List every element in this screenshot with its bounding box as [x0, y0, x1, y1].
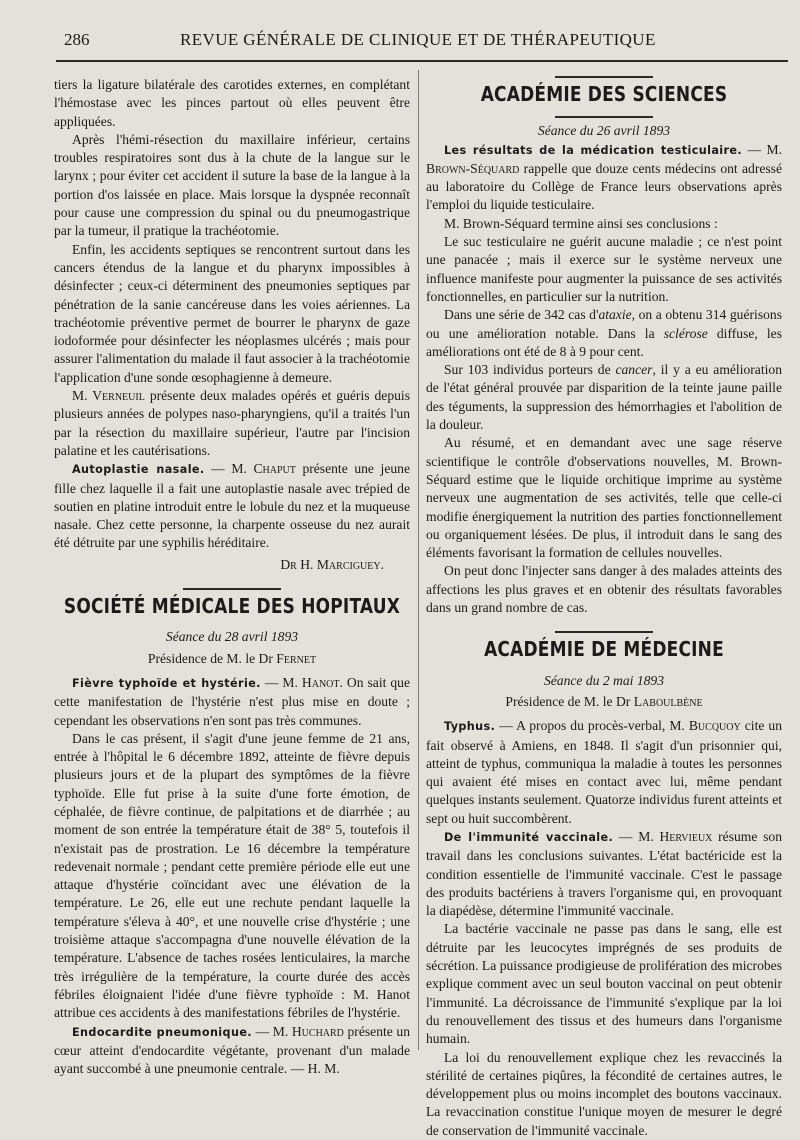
column-divider	[418, 70, 419, 1050]
author-name: Hanot.	[301, 674, 343, 690]
paragraph-text: diffuse, les améliorations ont été de 8 à 9 pour cent.	[426, 325, 782, 359]
dash: — M.	[613, 828, 660, 844]
president-name: Laboulbène	[633, 693, 703, 709]
dash: — M.	[260, 674, 302, 690]
presidence	[426, 693, 782, 711]
paragraph-text: Dans une série de 342 cas d'	[444, 307, 599, 323]
section-rule	[555, 631, 653, 633]
paragraph-text: cite un fait observé à Amiens, en 1848. Il s'agit d'un prisonnier qui, atteint de typhus, communiqua la maladie à toutes les personnes qui avaient été mises en contact avec lui, même pendant quelques instants seulement. Quatorze individus furent atteints et sept ou huit succombèrent.	[426, 718, 783, 826]
paragraph	[426, 141, 782, 215]
paragraph-text: présente un cœur atteint d'endocardite végétante, provenant d'un malade ayant succombé à une pneumonie centrale. — H. M.	[54, 1023, 410, 1077]
signature: Dr H. Marciguey.	[280, 556, 384, 572]
paragraph-text: , on a obtenu 314 guérisons ou une amélioration notable. Dans la	[426, 307, 782, 341]
paragraph	[54, 674, 410, 730]
paragraph-text: présente deux malades opérés et guéris depuis plusieurs années de polypes naso-pharyngiens, qu'il a traités l'un par la résection du maxillaire supérieur, l'autre par l'incision palatine et les cautérisations.	[54, 388, 410, 458]
run-in-heading: De l'immunité vaccinale.	[444, 830, 614, 844]
presidence-label: Présidence de M. le Dr	[505, 693, 634, 709]
author-name: Huchard	[291, 1023, 344, 1039]
dash: — M.	[204, 461, 254, 477]
section-title: ACADÉMIE DE MÉDECINE	[484, 638, 724, 663]
run-in-heading: Les résultats de la médication testiculaire.	[444, 143, 743, 157]
dash: — A propos du procès-verbal, M.	[495, 718, 689, 734]
author-name: Brown-Séquard	[426, 160, 520, 176]
paragraph: Dans le cas présent, il s'agit d'une jeune femme de 21 ans, entrée à l'hôpital le 6 décembre 1892, atteinte de fièvre depuis plusieurs jours et de la plupart des symptômes de la fièvre typhoïde. Elle fut prise à la suite d'une forte émotion, de céphalée, de fièvre continue, de palpitations et de diarrhée ; au moment de son entrée la température était de 38° 5, toutefois il n'existait pas de prostration. Le 16 décembre la température redevenait normale ; pendant cette première période elle eut une attaque d'hystérie coïncidant avec une élévation de la température. Le 26, elle eut une rechute pendant laquelle la température s'éleva à 40°, et une nouvelle crise d'hystérie ; une troisième attaque s'accompagna d'une nouvelle élévation de la température. L'absence de taches rosées lenticulaires, la marche très irrégulière de la température, la courte durée des accès fébriles éloignaient l'idée d'une fièvre typhoïde : M. Hanot attribue ces accidents à des manifestations fébriles de l'hystérie.	[54, 730, 410, 1021]
page-number: 286	[64, 30, 90, 49]
paragraph	[54, 460, 410, 552]
run-in-heading: Endocardite pneumonique.	[72, 1025, 252, 1039]
paragraph: Enfin, les accidents septiques se rencontrent surtout dans les cancers étendus de la langue et du pharynx impossibles à désinfecter ; ceux-ci déterminent des pneumonies septiques par pénétration de la sanie cancéreuse dans les voies aériennes. La trachéotomie préventive permet de bourrer le pharynx de gaze iodoformée pour désinfecter les néoplasmes ulcérés ; mais pour assurer l'alimentation du malade il faut associer à la trachéotomie l'application d'une sonde œsophagienne à demeure.	[54, 241, 410, 385]
paragraph	[426, 717, 782, 828]
presidence	[54, 650, 410, 668]
section-title: ACADÉMIE DES SCIENCES	[480, 82, 728, 108]
section-rule	[555, 116, 653, 118]
author-name: Chaput	[253, 461, 296, 477]
paragraph: La bactérie vaccinale ne passe pas dans le sang, elle est détruite par les leucocytes imprégnés de ses produits de sécrétion. La puissance prodigieuse de prolifération des microbes explique comment avec un seul bouton vaccinal on peut obtenir l'immunité. La décroissance de l'immunité s'explique par la loi du renouvellement des tissus et des humeurs dans l'organisme humain.	[426, 921, 782, 1047]
paragraph: Le suc testiculaire ne guérit aucune maladie ; ce n'est point une panacée ; mais il exerce sur le système nerveux une influence manifeste pour augmenter la puissance de ses activités fonctionnelles, en particulier sur la nutrition.	[426, 234, 782, 304]
paragraph-text: présente une jeune fille chez laquelle il a fait une autoplastie nasale avec trépied de soutien en platine introduit entre le lobule du nez et la muqueuse nasale. Chez cette personne, la charpente osseuse du nez aurait été détruite par une syphilis héréditaire.	[54, 461, 410, 551]
paragraph-text: On sait que cette manifestation de l'hystérie n'est plus mise en doute ; cependant les observations n'en sont pas très communes.	[54, 674, 410, 728]
paragraph: tiers la ligature bilatérale des carotides externes, en complétant l'hémostase avec les pinces partout où elles peuvent être appliquées.	[54, 77, 410, 129]
header-rule	[56, 60, 788, 62]
paragraph: M. Brown-Séquard termine ainsi ses conclusions :	[444, 215, 718, 231]
left-column	[54, 76, 410, 1078]
run-in-heading: Fièvre typhoïde et hystérie.	[72, 676, 261, 690]
paragraph-text: Sur 103 individus porteurs de	[444, 362, 616, 378]
session-date: Séance du 28 avril 1893	[165, 629, 299, 645]
running-title: REVUE GÉNÉRALE DE CLINIQUE ET DE THÉRAPEUTIQUE	[180, 30, 656, 49]
paragraph	[54, 1023, 410, 1079]
presidence-label: Présidence de M. le Dr	[147, 650, 277, 666]
author-name: Hervieux	[659, 828, 713, 844]
paragraph: On peut donc l'injecter sans danger à des malades atteints des affections les plus graves et en obtenir des résultats favorables dans un grand nombre de cas.	[426, 563, 782, 616]
italic-term: ataxie	[598, 307, 632, 323]
paragraph-text: rappelle que douze cents médecins ont adressé au laboratoire du Collège de France leurs observations après l'emploi du liquide testiculaire.	[426, 160, 782, 213]
session-date: Séance du 2 mai 1893	[543, 672, 665, 688]
paragraph	[54, 387, 410, 460]
run-in-heading: Typhus.	[444, 720, 496, 734]
paragraph	[426, 306, 782, 361]
paragraph-text: , il y a eu amélioration de l'état général prouvée par disparition de la teinte jaune paille des téguments, la suppression des hémorrhagies et l'abolition de la douleur.	[426, 362, 782, 433]
paragraph	[426, 828, 782, 920]
paragraph: Après l'hémi-résection du maxillaire inférieur, certains troubles respiratoires sont dus à la chute de la langue sur le larynx ; pour éviter cet accident il suture la base de la langue à la portion d'os laissée en place. Mais lorsque la dyspnée reconnaît pour cause une compression du spinal ou du pneumogastrique par la tumeur, il pratique la trachéotomie.	[54, 131, 410, 239]
session-date: Séance du 26 avril 1893	[537, 123, 671, 139]
italic-term: sclérose	[663, 325, 708, 341]
paragraph-text: résume son travail dans les conclusions suivantes. L'état bactéricide est la condition essentielle de l'immunité vaccinale. C'est le passage des produits bactériens à travers l'organisme qui, en provoquant la diapédèse, détermine l'immunité vaccinale.	[426, 828, 783, 919]
president-name: Fernet	[276, 650, 317, 666]
run-in-heading: Autoplastie nasale.	[72, 463, 205, 477]
dash: — M.	[251, 1023, 292, 1039]
paragraph: La loi du renouvellement explique chez les revaccinés la stérilité de certaines piqûres, la fécondité de certaines autres, le développement plus ou moins incomplet des boutons vaccinaux. La revaccination constitue l'unique moyen de mesurer le degré de conservation de l'immunité vaccinale.	[426, 1049, 782, 1138]
section-rule	[555, 76, 653, 78]
paragraph: Au résumé, et en demandant avec une sage réserve scientifique le contrôle d'observations nouvelles, M. Brown-Séquard estime que le liquide orchitique imprime au système nerveux une augmentation de ses activités, telle que celle-ci modifie énergiquement la nutrition des parties fonctionnellement ou organiquement lésées. De plus, il introduit dans le sang des éléments favorisant la formation de cellules nouvelles.	[426, 435, 782, 561]
author-name: Bucquoy	[688, 718, 741, 734]
dash: — M.	[742, 141, 782, 157]
section-title: SOCIÉTÉ MÉDICALE DES HOPITAUX	[63, 594, 401, 620]
right-column	[426, 76, 782, 1140]
paragraph	[426, 361, 782, 434]
author-name: M. Verneuil	[72, 388, 145, 404]
italic-term: cancer	[615, 362, 653, 378]
section-rule	[183, 588, 281, 590]
